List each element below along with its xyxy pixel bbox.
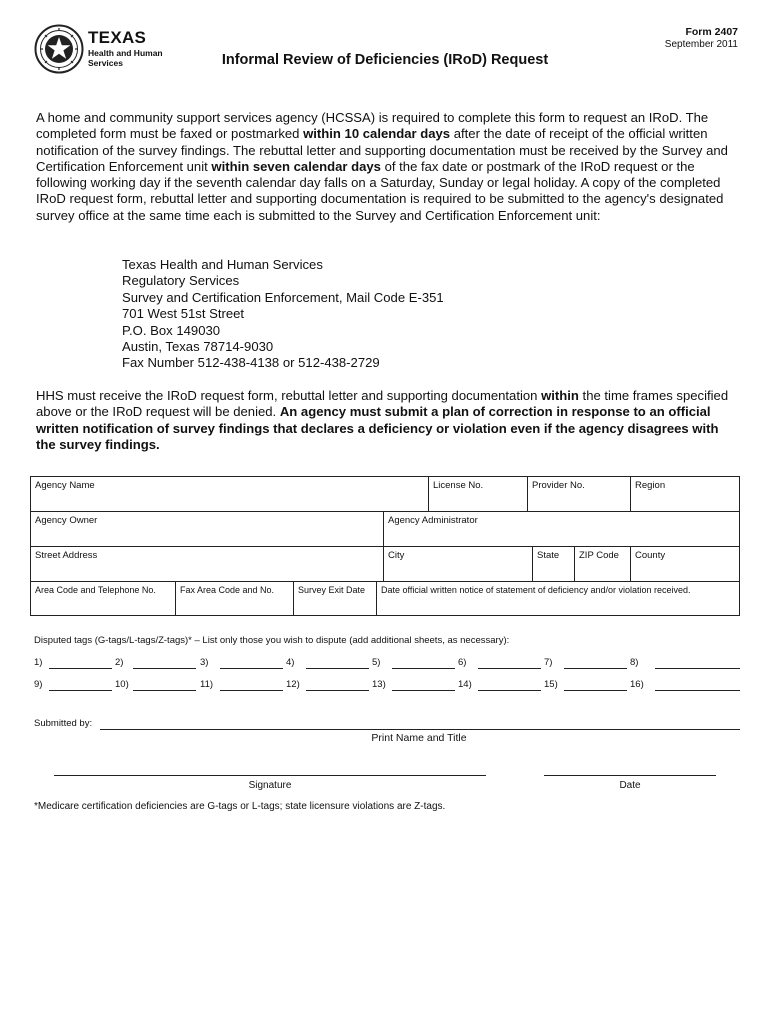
footnote: *Medicare certification deficiencies are G-tags or L-tags; state licensure violations are Z-tags.	[34, 801, 446, 812]
disputed-tags-label: Disputed tags (G-tags/L-tags/Z-tags)* – List only those you wish to dispute (add additional sheets, as necessary):	[34, 635, 510, 646]
notice-text-2: the time frames specified above or the IRoD request will be denied.	[36, 388, 729, 420]
intro-bold-2: within seven calendar days	[211, 158, 381, 174]
logo-texas-text: TEXAS	[88, 28, 147, 47]
tag-line[interactable]	[220, 690, 283, 691]
tag-number: 15)	[544, 679, 558, 690]
tag-line[interactable]	[655, 668, 740, 669]
signature-line[interactable]	[54, 775, 486, 776]
field-label: Agency Administrator	[388, 515, 478, 526]
intro-text-1: A home and community support services agency (HCSSA) is required to complete this form to request an IRoD. The completed form must be faxed or postmarked	[36, 110, 709, 142]
tag-line[interactable]	[49, 690, 112, 691]
tag-number: 1)	[34, 657, 43, 668]
license-no-field[interactable]	[428, 476, 528, 512]
address-line: P.O. Box 149030	[122, 322, 221, 338]
table-row	[30, 511, 740, 547]
agency-owner-field[interactable]	[30, 511, 384, 547]
tag-line[interactable]	[133, 668, 196, 669]
submitted-by-label: Submitted by:	[34, 718, 93, 729]
signature-label: Signature	[248, 780, 292, 791]
tag-number: 4)	[286, 657, 295, 668]
field-label: Agency Owner	[35, 515, 98, 526]
address-line: Fax Number 512-438-4138 or 512-438-2729	[122, 355, 380, 371]
notice-bold-1: within	[541, 388, 579, 403]
logo-line-1: Health and Human	[88, 48, 163, 58]
tag-number: 2)	[115, 657, 124, 668]
tag-line[interactable]	[564, 668, 627, 669]
notice-paragraph	[36, 388, 740, 453]
tag-line[interactable]	[564, 690, 627, 691]
intro-paragraph	[36, 110, 740, 224]
field-label: Region	[635, 480, 666, 491]
field-label: Survey Exit Date	[298, 585, 366, 595]
survey-exit-date-field[interactable]	[293, 581, 377, 616]
intro-bold-1: within 10 calendar days	[303, 126, 451, 142]
agency-name-field[interactable]	[30, 476, 429, 512]
tag-line[interactable]	[133, 690, 196, 691]
print-name-label: Print Name and Title	[371, 732, 467, 744]
field-label: Fax Area Code and No.	[180, 585, 275, 595]
page-title-text: Informal Review of Deficiencies (IRoD) Request	[221, 52, 549, 68]
address-line: Regulatory Services	[122, 273, 240, 289]
agency-administrator-field[interactable]	[383, 511, 740, 547]
page-title	[0, 52, 770, 68]
tag-number: 6)	[458, 657, 467, 668]
tag-line[interactable]	[478, 668, 541, 669]
address-line: Texas Health and Human Services	[122, 257, 323, 272]
tag-number: 3)	[200, 657, 209, 668]
tag-number: 11)	[200, 679, 214, 690]
field-label: County	[635, 550, 666, 561]
address-line: 701 West 51st Street	[122, 306, 245, 322]
date-label: Date	[619, 780, 641, 791]
date-line[interactable]	[544, 775, 716, 776]
provider-no-field[interactable]	[527, 476, 631, 512]
table-row	[30, 476, 740, 512]
tag-number: 8)	[630, 657, 639, 668]
tag-line[interactable]	[478, 690, 541, 691]
telephone-field[interactable]	[30, 581, 176, 616]
form-number: Form 2407	[685, 26, 738, 38]
tag-line[interactable]	[49, 668, 112, 669]
address-line: Survey and Certification Enforcement, Mail Code E-351	[122, 289, 444, 305]
field-label: State	[537, 550, 560, 561]
tag-number: 7)	[544, 657, 553, 668]
field-label: City	[388, 550, 405, 561]
print-name-line[interactable]	[100, 729, 740, 730]
tag-line[interactable]	[220, 668, 283, 669]
address-line: Austin, Texas 78714-9030	[122, 339, 274, 355]
field-label: Agency Name	[35, 480, 95, 491]
tag-number: 9)	[34, 679, 43, 690]
tag-number: 16)	[630, 679, 644, 690]
notice-bold-2: An agency must submit a plan of correction in response to an official written notification of survey findings that declares a deficiency or violation even if the agency disagrees with the survey findings.	[36, 404, 719, 452]
tag-line[interactable]	[392, 668, 455, 669]
field-label: ZIP Code	[579, 550, 619, 561]
field-label: Area Code and Telephone No.	[35, 585, 156, 595]
table-row	[30, 546, 740, 582]
mailing-address	[122, 257, 444, 372]
region-field[interactable]	[630, 476, 740, 512]
intro-text-3: of the fax date or postmark of the IRoD request or the following working day if the seventh calendar day falls on a Saturday, Sunday or legal holiday. A copy of the completed IRoD request form, rebuttal letter and supporting documentation is required to be submitted to the agency's designated survey office at the same time each is submitted to the Survey and Certification Enforcement unit:	[36, 158, 724, 223]
state-field[interactable]	[532, 546, 575, 582]
field-label: Provider No.	[532, 480, 585, 491]
street-address-field[interactable]	[30, 546, 384, 582]
zip-code-field[interactable]	[574, 546, 631, 582]
fax-field[interactable]	[175, 581, 294, 616]
field-label: Street Address	[35, 550, 98, 561]
notice-text-1: HHS must receive the IRoD request form, rebuttal letter and supporting documentation	[36, 388, 542, 403]
tag-line[interactable]	[306, 690, 369, 691]
table-row	[30, 581, 740, 616]
city-field[interactable]	[383, 546, 533, 582]
tag-number: 10)	[115, 679, 129, 690]
tag-line[interactable]	[392, 690, 455, 691]
tag-line[interactable]	[655, 690, 740, 691]
tag-number: 12)	[286, 679, 300, 690]
tag-number: 14)	[458, 679, 472, 690]
field-label: Date official written notice of statement of deficiency and/or violation received.	[381, 585, 691, 595]
tag-number: 5)	[372, 657, 381, 668]
notice-date-field[interactable]	[376, 581, 740, 616]
logo-line-2: Services	[88, 58, 123, 68]
intro-text-2: after the date of receipt of the official written notification of the survey findings. The rebuttal letter and supporting documentation must be received by the Survey and Certification Enforcement unit	[36, 126, 728, 174]
tag-number: 13)	[372, 679, 386, 690]
form-date: September 2011	[664, 39, 738, 50]
county-field[interactable]	[630, 546, 740, 582]
field-label: License No.	[433, 480, 484, 491]
agency-info-table	[30, 476, 740, 616]
tag-line[interactable]	[306, 668, 369, 669]
